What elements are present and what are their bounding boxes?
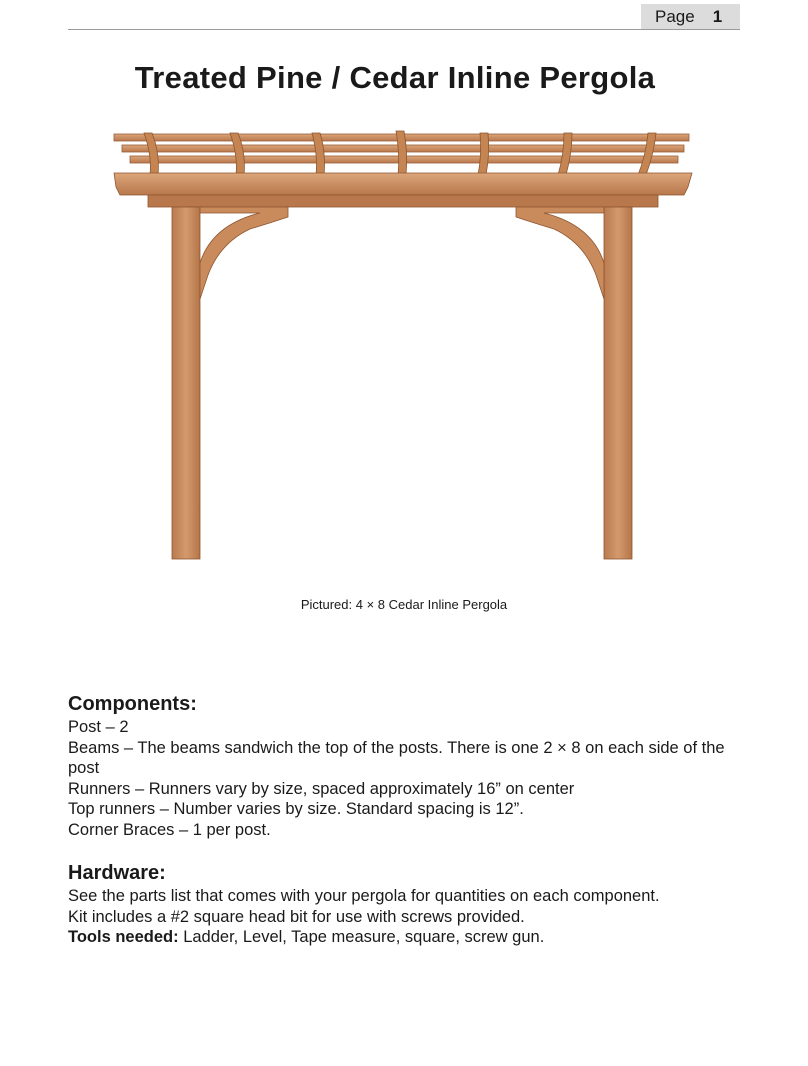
component-item: Beams – The beams sandwich the top of the posts. There is one 2 × 8 on each side of the post [68, 738, 725, 777]
page-title: Treated Pine / Cedar Inline Pergola [134, 60, 656, 95]
tools-line [68, 927, 728, 948]
component-item: Runners – Runners vary by size, spaced approximately 16” on center [68, 779, 575, 798]
component-item: Top runners – Number varies by size. Standard spacing is 12”. [68, 800, 524, 818]
header-divider [68, 29, 740, 30]
corner-braces [200, 207, 604, 299]
component-item: Post – 2 [68, 718, 129, 736]
page-indicator [641, 4, 740, 29]
hardware-line: See the parts list that comes with your pergola for quantities on each component. [68, 887, 660, 905]
components-heading: Components: [68, 693, 197, 715]
components-section [68, 692, 728, 840]
hardware-section [68, 861, 728, 948]
tools-value: Ladder, Level, Tape measure, square, screw gun. [178, 928, 545, 946]
page-number: 1 [712, 6, 723, 26]
hardware-heading: Hardware: [68, 862, 166, 884]
page-label: Page [655, 6, 695, 26]
pergola-image [100, 125, 700, 570]
image-caption: Pictured: 4 × 8 Cedar Inline Pergola [300, 597, 508, 612]
component-item: Corner Braces – 1 per post. [68, 820, 271, 839]
beams [114, 173, 692, 207]
hardware-line: Kit includes a #2 square head bit for use with screws provided. [68, 907, 525, 926]
posts [172, 207, 632, 559]
tools-label: Tools needed: [68, 928, 179, 946]
